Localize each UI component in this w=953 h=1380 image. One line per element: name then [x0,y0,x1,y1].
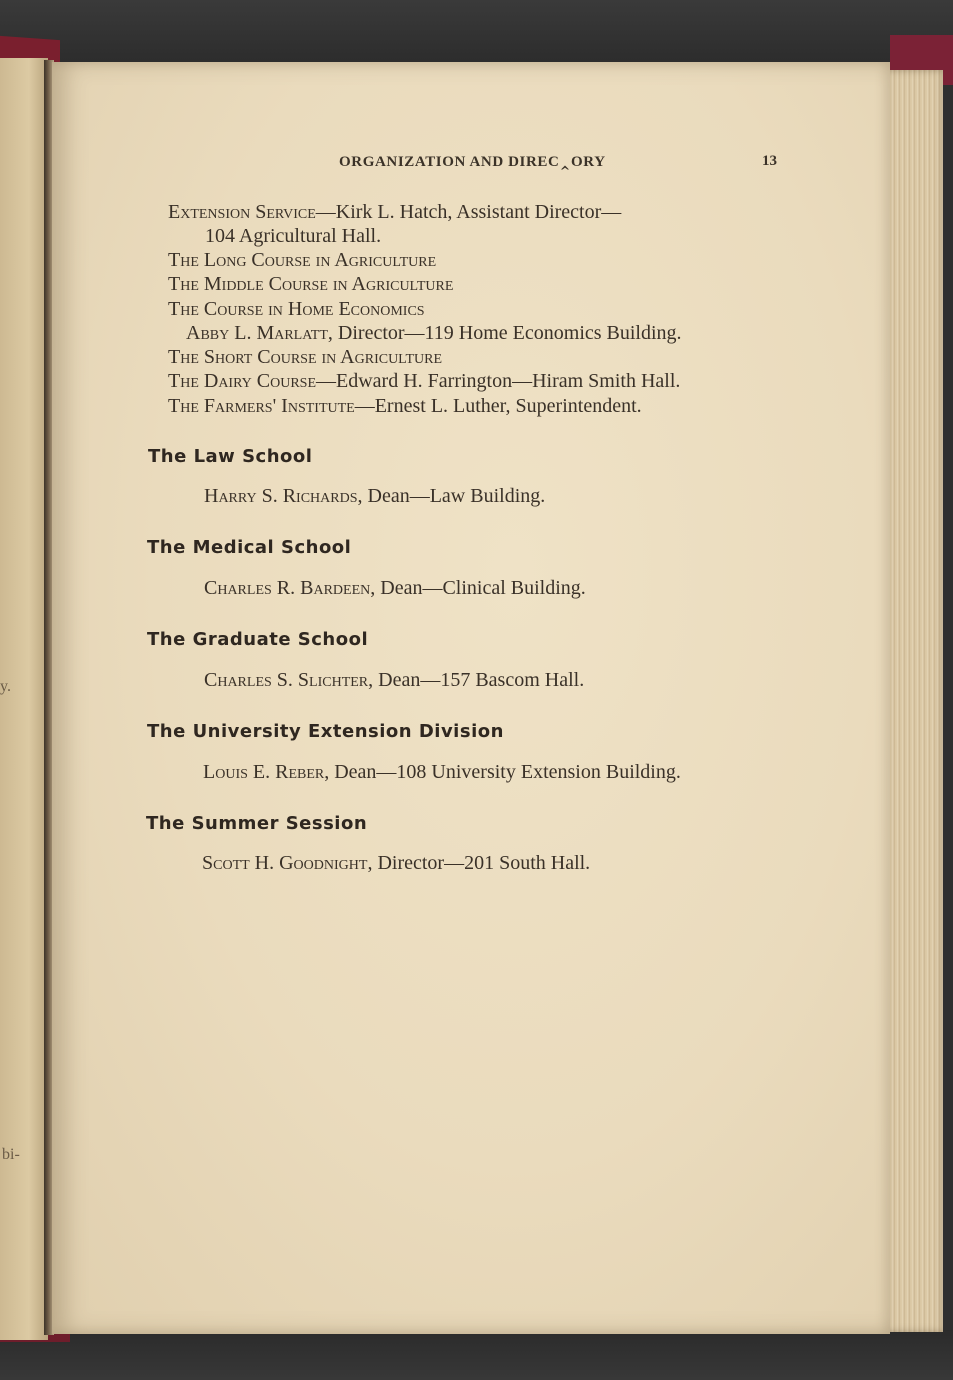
section-entry [202,852,590,875]
facing-page-fragment: y. [0,678,11,695]
running-head: ORGANIZATION AND DIREC‸ORY [339,154,606,170]
entry-detail: Dean—157 Bascom Hall. [373,669,585,691]
section-heading: The Medical School [147,537,352,558]
entry-detail: Dean—Law Building. [362,485,546,507]
entry-name: The Farmers' Institute [168,395,355,417]
section-entry [204,577,586,600]
dairy-course-line [168,370,680,393]
home-economics-director-line [186,322,682,345]
extension-address-line: 104 Agricultural Hall. [205,225,382,247]
entry-detail: Dean—Clinical Building. [375,577,586,599]
section-heading: The University Extension Division [147,721,504,742]
entry-name: Extension Service [168,201,316,223]
entry-detail: Director—201 South Hall. [372,852,591,874]
entry-detail: Dean—108 University Extension Building. [329,761,681,783]
farmers-institute-line [168,395,642,418]
section-entry [203,761,681,784]
entry-name: Abby L. Marlatt, [186,322,333,344]
entry-name: Charles R. Bardeen, [204,577,376,599]
page-number: 13 [762,153,777,169]
page-stack-edges [886,70,943,1332]
short-course-line: The Short Course in Agriculture [168,346,442,368]
entry-name: Harry S. Richards, [204,485,363,507]
facing-page-edge [0,58,48,1340]
extension-service-line [168,201,621,224]
section-heading: The Law School [148,446,313,467]
scan-background-bottom [0,1330,953,1380]
home-economics-line: The Course in Home Economics [168,298,425,320]
facing-page-fragment: bi- [2,1146,20,1163]
entry-detail: —Ernest L. Luther, Superintendent. [354,395,642,417]
middle-course-line: The Middle Course in Agriculture [168,273,454,295]
section-heading: The Graduate School [147,629,369,650]
entry-name: Louis E. Reber, [203,761,330,783]
section-heading: The Summer Session [146,813,368,834]
entry-detail: —Edward H. Farrington—Hiram Smith Hall. [316,370,681,392]
entry-name: Charles S. Slichter, [204,669,374,691]
entry-name: The Dairy Course [168,370,317,392]
entry-detail: Director—119 Home Economics Building. [332,322,682,344]
long-course-line: The Long Course in Agriculture [168,249,437,271]
entry-detail: —Kirk L. Hatch, Assistant Director— [315,201,622,223]
entry-name: Scott H. Goodnight, [202,852,373,874]
section-entry [204,485,545,508]
section-entry [204,669,584,692]
scan-background-top [0,0,953,70]
